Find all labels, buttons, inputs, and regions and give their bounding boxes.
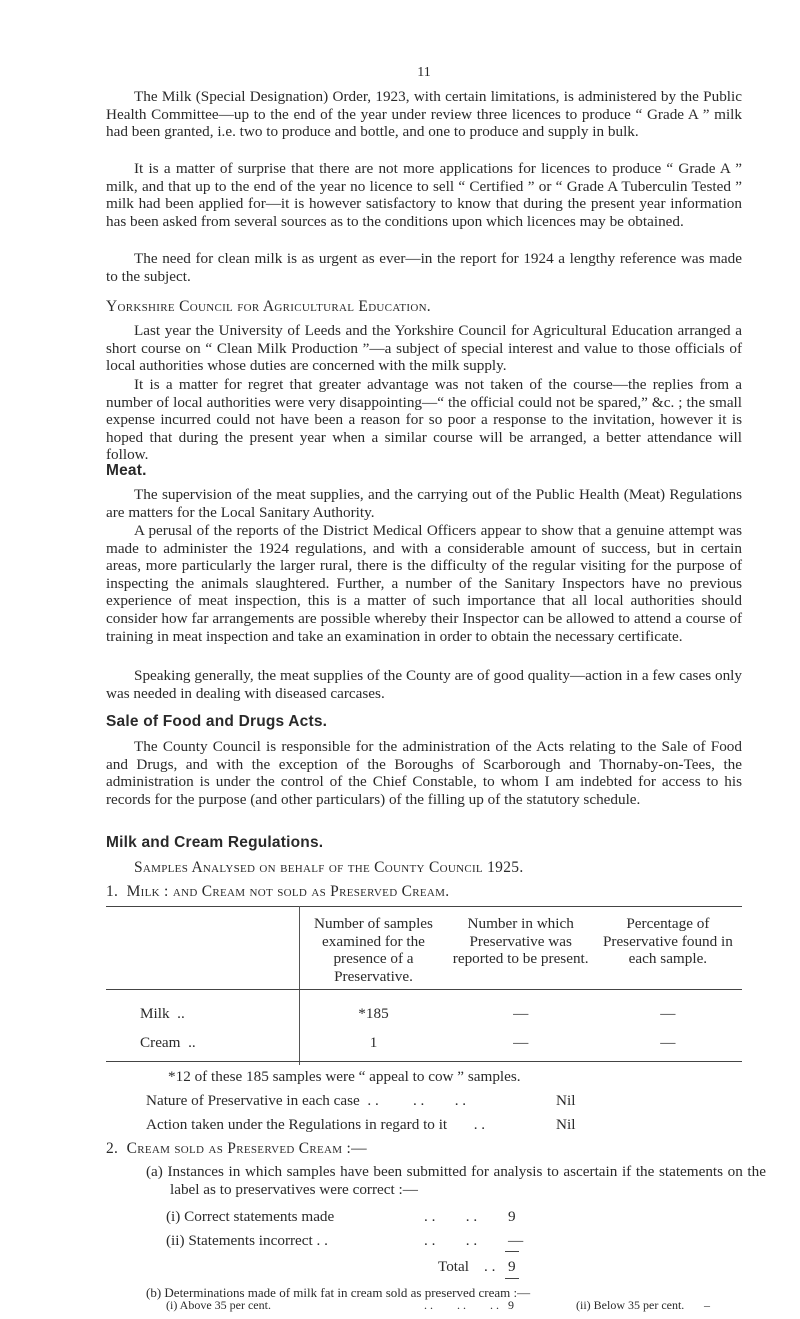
a-item-value: 9 (508, 1208, 516, 1225)
heading-yorkshire-council: Yorkshire Council for Agricultural Education. (106, 298, 431, 315)
row-label-cell (106, 991, 299, 1034)
b-item-value: 9 (508, 1298, 514, 1312)
leader-dots: . . . . . . (424, 1298, 499, 1312)
table-bottom-rule (106, 1061, 742, 1062)
leader-dots: . . . . (424, 1208, 478, 1225)
header-cell-percentage: Percentage of Preservative found in each sample. (602, 915, 733, 968)
course-paragraph (106, 322, 742, 375)
row-label: Cream (140, 1034, 181, 1052)
table-header-rule (106, 989, 742, 990)
preserved-a-text: (a) Instances in which samples have been submitted for analysis to ascertain if the statements on the label as to preservatives were correct :— (146, 1163, 766, 1198)
page-number: 11 (417, 65, 431, 80)
heading-samples-analysed: Samples Analysed on behalf of the County Council 1925. (134, 859, 524, 876)
meat-quality-paragraph (106, 667, 742, 702)
present-cell: — (513, 1034, 529, 1052)
a-item-label: (ii) Statements incorrect . . (166, 1232, 328, 1249)
a-item-label: (i) Correct statements made (166, 1208, 335, 1225)
b-item-value: – (704, 1298, 710, 1312)
paragraph-text: Speaking generally, the meat supplies of the County are of good quality—action in a few cases only was needed in dealing with diseased carcases. (106, 667, 742, 702)
leader-dots: .. (177, 1005, 185, 1023)
b-item-label: (i) Above 35 per cent. (166, 1298, 271, 1312)
leader-dots: . . (484, 1258, 496, 1275)
preserved-b-text: (b) Determinations made of milk fat in cream sold as preserved cream :— (146, 1285, 531, 1300)
meat-perusal-paragraph (106, 522, 742, 645)
nature-of-preservative-value: Nil (556, 1092, 576, 1109)
a-total-value: 9 (508, 1258, 516, 1275)
heading-food-drugs: Sale of Food and Drugs Acts. (106, 713, 328, 730)
leader-dots: . . . . (424, 1232, 478, 1249)
examined-cell: 1 (299, 1034, 447, 1065)
heading-milk-cream: Milk and Cream Regulations. (106, 834, 324, 851)
nature-of-preservative-label: Nature of Preservative in each case . . . . . . (146, 1092, 467, 1109)
paragraph-text: It is a matter for regret that greater advantage was not taken of the course—the replies from a number of local authorities were very disappointing—“ the official could not be spared,” &c. ; the small expense incurred could not have been a reason for so poor a response to the invitation, however it is hoped that during the present year when a similar course will be arranged, a better attendance will follow. (106, 376, 742, 464)
percentage-cell: — (660, 1005, 676, 1023)
footnote-appeal-to-cow: *12 of these 185 samples were “ appeal to cow ” samples. (168, 1068, 521, 1085)
header-cell-present: Number in which Preservative was reported to be present. (452, 915, 589, 968)
total-underline (505, 1278, 519, 1279)
examined-cell: *185 (299, 991, 447, 1034)
action-taken-value: Nil (556, 1116, 576, 1133)
present-cell: — (513, 1005, 529, 1023)
paragraph-text: It is a matter of surprise that there are not more applications for licences to produce “ Grade A ” milk, and that up to the end of the year no licence to sell “ Certified ” or “ Grade A Tuberculin Tested ” milk had been applied for—it is however satisfactory to know that during the present year information has been asked from several sources as to the conditions upon which licences may be obtained. (106, 160, 742, 230)
paragraph-text: The supervision of the meat supplies, and the carrying out of the Public Health (Meat) Regulations are matters for the Local Sanitary Authority. (106, 486, 742, 521)
total-underline (505, 1251, 519, 1252)
a-item-value: — (508, 1232, 524, 1249)
meat-supervision-paragraph (106, 486, 742, 521)
b-item-label: (ii) Below 35 per cent. (576, 1298, 685, 1312)
table-header-row (106, 906, 742, 991)
paragraph-text: The need for clean milk is as urgent as ever—in the report for 1924 a lengthy reference was made to the subject. (106, 250, 742, 285)
clean-milk-paragraph (106, 250, 742, 285)
header-cell-label (106, 906, 299, 991)
paragraph-text: The County Council is responsible for the administration of the Acts relating to the Sale of Food and Drugs, and with the exception of the Boroughs of Scarborough and Thornaby-on-Tees, the administration is under the control of the Chief Constable, to whom I am indebted for access to his records for the purpose (and other particulars) of the filling up of the statutory schedule. (106, 738, 742, 808)
heading-section-2: 2. Cream sold as Preserved Cream :— (106, 1140, 367, 1157)
a-total-label: Total (438, 1258, 469, 1275)
paragraph-text: A perusal of the reports of the District Medical Officers appear to show that a genuine attempt was made to administer the 1924 regulations, and with a considerable amount of success, but in certain areas, more particularly the larger rural, there is the difficulty of the regular visiting for the purpose of inspecting the animals slaughtered. Further, a number of the Sanitary Inspectors have no previous experience of meat inspection, this is a matter of such importance that all local authorities should consider how far arrangements are possible whereby their Inspector can be allowed to attend a course of training in meat inspection and take an examination in order to obtain the necessary certificate. (106, 522, 742, 645)
percentage-cell: — (660, 1034, 676, 1052)
action-taken-label: Action taken under the Regulations in regard to it . . (146, 1116, 486, 1133)
food-drugs-paragraph (106, 738, 742, 808)
regret-paragraph (106, 376, 742, 464)
paragraph-text: Last year the University of Leeds and the Yorkshire Council for Agricultural Education arranged a short course on “ Clean Milk Production ”—a subject of special interest and value to those officials of local authorities whose duties are concerned with the milk supply. (106, 322, 742, 375)
row-label: Milk (140, 1005, 170, 1023)
heading-meat: Meat. (106, 462, 147, 479)
paragraph-text: The Milk (Special Designation) Order, 1923, with certain limitations, is administered by the Public Health Committee—up to the end of the year under review three licences to produce “ Grade A ” milk had been granted, i.e. two to produce and bottle, and one to produce and supply in bulk. (106, 88, 742, 141)
table-row (106, 991, 742, 1034)
surprise-paragraph (106, 160, 742, 230)
leader-dots: .. (188, 1034, 196, 1052)
preservative-table (106, 906, 742, 1065)
milk-designation-paragraph (106, 88, 742, 141)
header-cell-examined: Number of samples examined for the presence of a Preservative. (299, 906, 447, 991)
heading-section-1: 1. Milk : and Cream not sold as Preserved Cream. (106, 883, 450, 900)
